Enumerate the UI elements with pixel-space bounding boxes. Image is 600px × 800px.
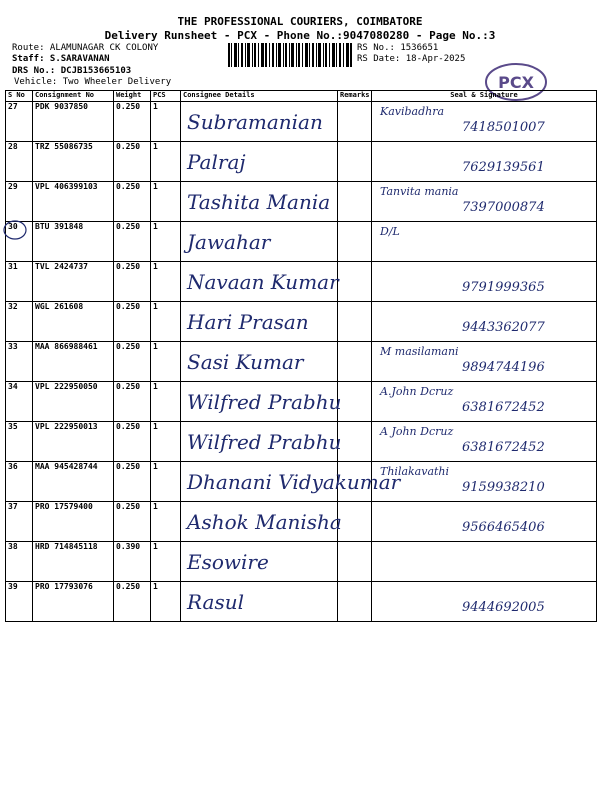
signature-phone: 9791999365 bbox=[462, 280, 545, 295]
signature-phone: 9894744196 bbox=[462, 360, 545, 375]
consignee-handwriting: Wilfred Prabhu bbox=[187, 390, 342, 414]
consignee-handwriting: Dhanani Vidyakumar bbox=[187, 470, 401, 494]
serial-number: 38 bbox=[6, 542, 33, 582]
table-row bbox=[6, 382, 597, 422]
signature-phone: 9443362077 bbox=[462, 320, 545, 335]
remarks-cell bbox=[338, 222, 372, 262]
serial-number: 35 bbox=[6, 422, 33, 462]
page-subtitle: Delivery Runsheet - PCX - Phone No.:9047080280 - Page No.:3 bbox=[104, 29, 496, 42]
seal-signature-cell bbox=[372, 262, 597, 302]
drs-number: DRS No.: DCJB153665103 bbox=[12, 66, 132, 76]
seal-signature-cell bbox=[372, 462, 597, 502]
weight-value: 0.250 bbox=[114, 182, 151, 222]
table-row bbox=[6, 502, 597, 542]
consignee-details bbox=[181, 142, 338, 182]
remarks-cell bbox=[338, 182, 372, 222]
signature-phone: 9159938210 bbox=[462, 480, 545, 495]
table-row bbox=[6, 182, 597, 222]
barcode-image bbox=[228, 43, 353, 67]
column-header: S No bbox=[6, 91, 33, 102]
consignee-handwriting: Navaan Kumar bbox=[187, 270, 339, 294]
table-row bbox=[6, 222, 597, 262]
pieces-count: 1 bbox=[151, 262, 181, 302]
signature-phone: 6381672452 bbox=[462, 400, 545, 415]
table-row bbox=[6, 102, 597, 142]
consignee-details bbox=[181, 422, 342, 462]
consignee-details bbox=[181, 262, 338, 302]
table-row bbox=[6, 302, 597, 342]
seal-signature-cell bbox=[372, 302, 597, 342]
consignee-details bbox=[181, 102, 338, 142]
weight-value: 0.250 bbox=[114, 342, 151, 382]
consignment-number: VPL 222950050 bbox=[33, 382, 114, 422]
serial-number: 28 bbox=[6, 142, 33, 182]
consignment-number: WGL 261608 bbox=[33, 302, 114, 342]
remarks-cell bbox=[338, 582, 372, 622]
seal-signature-cell bbox=[372, 582, 597, 622]
consignee-details bbox=[181, 462, 401, 502]
seal-signature-cell bbox=[372, 422, 597, 462]
consignee-handwriting: Ashok Manisha bbox=[187, 510, 342, 534]
consignee-handwriting: Hari Prasan bbox=[187, 310, 309, 334]
weight-value: 0.250 bbox=[114, 222, 151, 262]
signature-name: M masilamani bbox=[380, 345, 459, 358]
serial-number: 27 bbox=[6, 102, 33, 142]
consignee-handwriting: Tashita Mania bbox=[187, 190, 331, 214]
consignee-details bbox=[181, 542, 338, 582]
serial-number: 32 bbox=[6, 302, 33, 342]
table-row bbox=[6, 142, 597, 182]
weight-value: 0.250 bbox=[114, 582, 151, 622]
weight-value: 0.250 bbox=[114, 422, 151, 462]
signature-phone: 7418501007 bbox=[462, 120, 545, 135]
serial-number: 29 bbox=[6, 182, 33, 222]
consignee-details bbox=[181, 302, 338, 342]
remarks-cell bbox=[338, 302, 372, 342]
remarks-cell bbox=[338, 502, 372, 542]
runsheet-table bbox=[5, 90, 597, 622]
signature-phone: 9566465406 bbox=[462, 520, 545, 535]
serial-number: 36 bbox=[6, 462, 33, 502]
column-header: Remarks bbox=[338, 91, 372, 102]
consignment-number: BTU 391848 bbox=[33, 222, 114, 262]
consignment-number: VPL 406399103 bbox=[33, 182, 114, 222]
column-header: Consignee Details bbox=[181, 91, 338, 102]
signature-phone: 6381672452 bbox=[462, 440, 545, 455]
rs-number: RS No.: 1536651 bbox=[357, 43, 439, 53]
serial-number: 37 bbox=[6, 502, 33, 542]
consignment-number: HRD 714845118 bbox=[33, 542, 114, 582]
seal-signature-cell bbox=[372, 142, 597, 182]
weight-value: 0.250 bbox=[114, 302, 151, 342]
signature-phone: 9444692005 bbox=[462, 600, 545, 615]
serial-number: 31 bbox=[6, 262, 33, 302]
signature-name: Tanvita mania bbox=[380, 185, 459, 198]
vehicle-label: Vehicle: Two Wheeler Delivery bbox=[14, 77, 172, 87]
weight-value: 0.250 bbox=[114, 142, 151, 182]
svg-text:PCX: PCX bbox=[498, 73, 534, 92]
pieces-count: 1 bbox=[151, 382, 181, 422]
consignee-details bbox=[181, 182, 338, 222]
signature-phone: 7629139561 bbox=[462, 160, 545, 175]
pieces-count: 1 bbox=[151, 502, 181, 542]
signature-name: Kavibadhra bbox=[380, 105, 445, 118]
consignee-handwriting: Sasi Kumar bbox=[187, 350, 304, 374]
pieces-count: 1 bbox=[151, 142, 181, 182]
consignment-number: TVL 2424737 bbox=[33, 262, 114, 302]
consignment-number: PDK 9037850 bbox=[33, 102, 114, 142]
signature-name: Thilakavathi bbox=[380, 465, 450, 478]
consignment-number: PRO 17579400 bbox=[33, 502, 114, 542]
serial-number: 34 bbox=[6, 382, 33, 422]
signature-phone: 7397000874 bbox=[462, 200, 545, 215]
signature-name: A John Dcruz bbox=[380, 425, 454, 438]
pieces-count: 1 bbox=[151, 182, 181, 222]
pieces-count: 1 bbox=[151, 102, 181, 142]
consignee-handwriting: Rasul bbox=[187, 590, 244, 614]
weight-value: 0.250 bbox=[114, 262, 151, 302]
weight-value: 0.250 bbox=[114, 502, 151, 542]
consignee-handwriting: Subramanian bbox=[187, 110, 323, 134]
consignee-details bbox=[181, 582, 338, 622]
remarks-cell bbox=[338, 262, 372, 302]
seal-signature-cell bbox=[372, 222, 597, 262]
table-row bbox=[6, 462, 597, 502]
pieces-count: 1 bbox=[151, 342, 181, 382]
consignee-details bbox=[181, 382, 342, 422]
table-header-row bbox=[6, 91, 597, 102]
page-title: THE PROFESSIONAL COURIERS, COIMBATORE bbox=[177, 15, 423, 28]
consignee-handwriting: Wilfred Prabhu bbox=[187, 430, 342, 454]
remarks-cell bbox=[338, 142, 372, 182]
consignment-number: VPL 222950013 bbox=[33, 422, 114, 462]
table-row bbox=[6, 342, 597, 382]
consignment-number: MAA 866988461 bbox=[33, 342, 114, 382]
pieces-count: 1 bbox=[151, 302, 181, 342]
pieces-count: 1 bbox=[151, 582, 181, 622]
consignment-number: PRO 17793076 bbox=[33, 582, 114, 622]
table-row bbox=[6, 582, 597, 622]
pieces-count: 1 bbox=[151, 422, 181, 462]
consignee-details bbox=[181, 502, 342, 542]
consignee-handwriting: Esowire bbox=[187, 550, 269, 574]
weight-value: 0.250 bbox=[114, 462, 151, 502]
seal-signature-cell bbox=[372, 542, 597, 582]
signature-name: D/L bbox=[380, 225, 400, 238]
remarks-cell bbox=[338, 342, 372, 382]
table-row bbox=[6, 422, 597, 462]
pieces-count: 1 bbox=[151, 542, 181, 582]
table-row bbox=[6, 262, 597, 302]
seal-signature-cell bbox=[372, 502, 597, 542]
weight-value: 0.390 bbox=[114, 542, 151, 582]
pieces-count: 1 bbox=[151, 462, 181, 502]
column-header: Consignment No bbox=[33, 91, 114, 102]
consignee-handwriting: Jawahar bbox=[187, 230, 271, 254]
signature-name: A.John Dcruz bbox=[380, 385, 454, 398]
consignee-details bbox=[181, 222, 338, 262]
consignment-number: TRZ 55086735 bbox=[33, 142, 114, 182]
table-row bbox=[6, 542, 597, 582]
column-header: Weight bbox=[114, 91, 151, 102]
weight-value: 0.250 bbox=[114, 382, 151, 422]
seal-signature-cell bbox=[372, 182, 597, 222]
seal-signature-cell bbox=[372, 342, 597, 382]
serial-number: 30 bbox=[6, 222, 33, 262]
remarks-cell bbox=[338, 542, 372, 582]
weight-value: 0.250 bbox=[114, 102, 151, 142]
remarks-cell bbox=[338, 102, 372, 142]
rs-date: RS Date: 18-Apr-2025 bbox=[357, 54, 466, 64]
route-label: Route: ALAMUNAGAR CK COLONY bbox=[12, 43, 159, 53]
remarks-cell bbox=[338, 382, 372, 422]
consignee-details bbox=[181, 342, 338, 382]
consignee-handwriting: Palraj bbox=[187, 150, 246, 174]
seal-signature-cell bbox=[372, 102, 597, 142]
consignment-number: MAA 945428744 bbox=[33, 462, 114, 502]
serial-number: 39 bbox=[6, 582, 33, 622]
column-header: PCS bbox=[151, 91, 181, 102]
staff-label: Staff: S.SARAVANAN bbox=[12, 54, 110, 64]
pieces-count: 1 bbox=[151, 222, 181, 262]
serial-number: 33 bbox=[6, 342, 33, 382]
seal-signature-cell bbox=[372, 382, 597, 422]
remarks-cell bbox=[338, 422, 372, 462]
column-header: Seal & Signature bbox=[372, 91, 597, 102]
